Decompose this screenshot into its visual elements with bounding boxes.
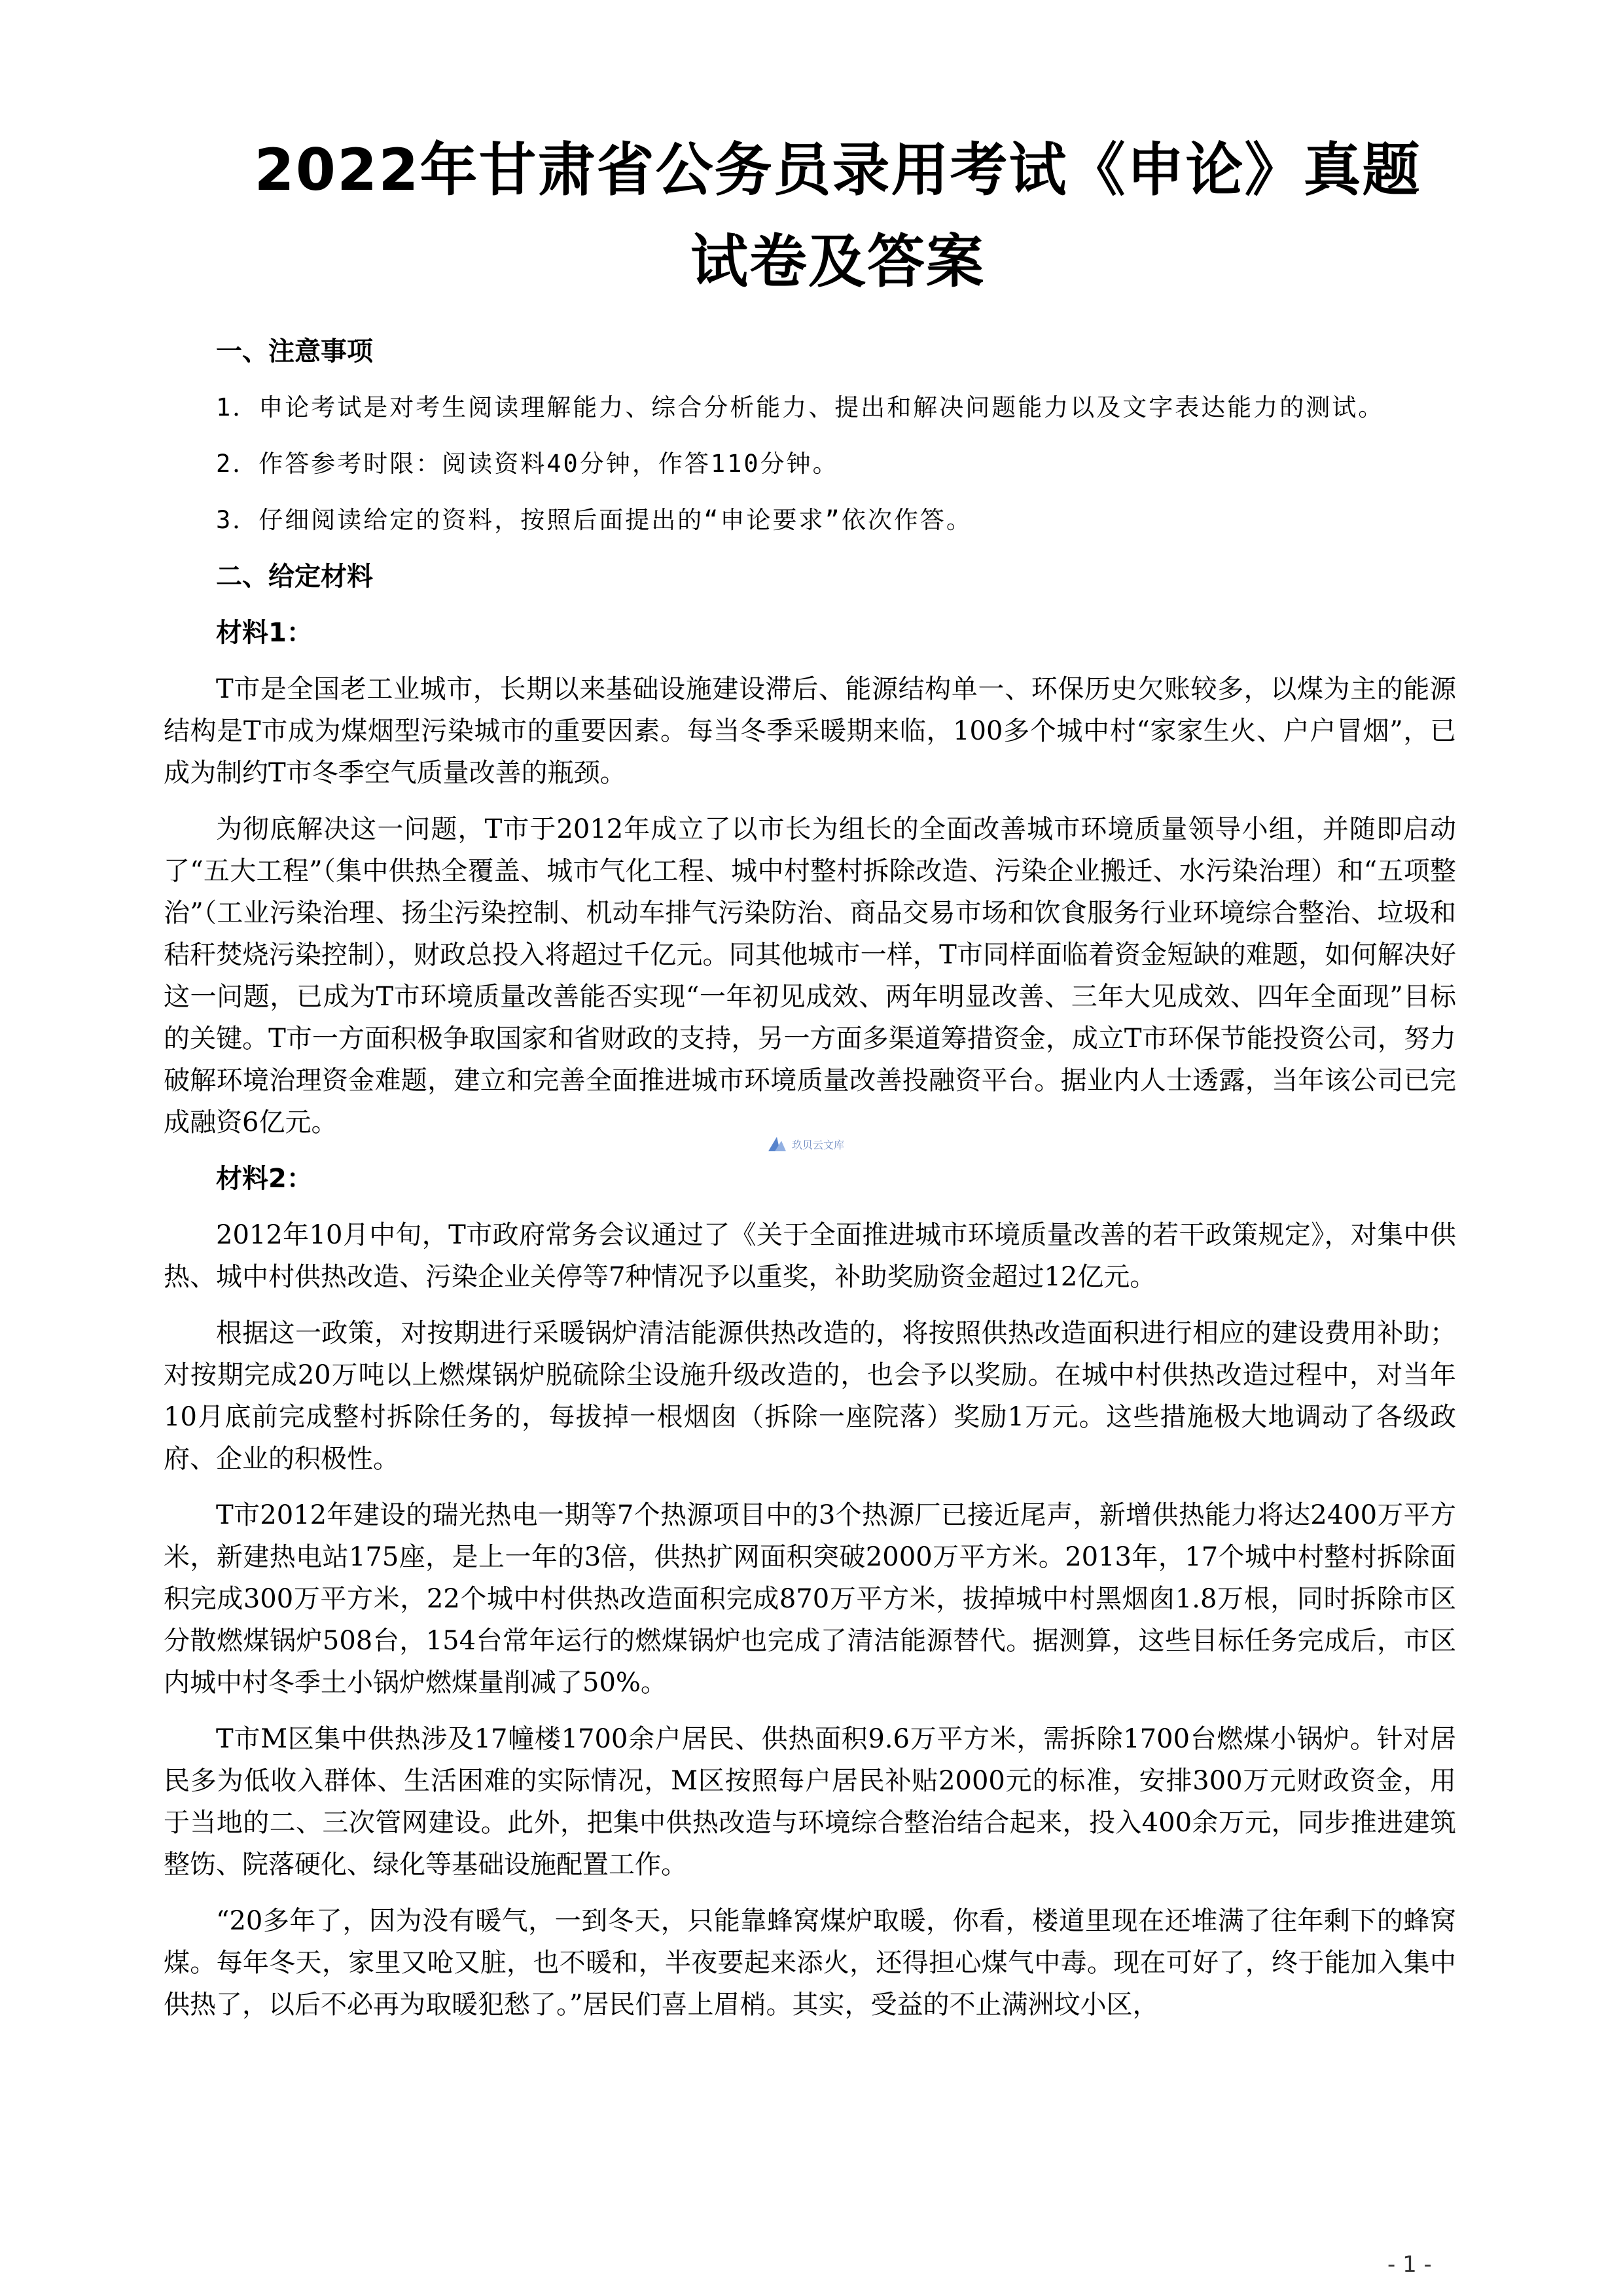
material2-paragraph: 根据这一政策，对按期进行采暖锅炉清洁能源供热改造的，将按照供热改造面积进行相应的建设费用补助；对按期完成20万吨以上燃煤锅炉脱硫除尘设施升级改造的，也会予以奖励。在城中村供热改造过程中，对当年10月底前完成整村拆除任务的，每拔掉一根烟囱（拆除一座院落）奖励1万元。这些措施极大地调动了各级政府、企业的积极性。 <box>164 1318 1456 1474</box>
watermark-logo <box>766 1131 864 1157</box>
material2-paragraph: T市M区集中供热涉及17幢楼1700余户居民、供热面积9.6万平方米，需拆除1700台燃煤小锅炉。针对居民多为低收入群体、生活困难的实际情况，M区按照每户居民补贴2000元的标准，安排300万元财政资金，用于当地的二、三次管网建设。此外，把集中供热改造与环境综合整治结合起来，投入400余万元，同步推进建筑整饬、院落硬化、绿化等基础设施配置工作。 <box>164 1724 1456 1880</box>
section-heading-materials: 二、给定材料 <box>216 562 373 592</box>
material2-paragraph: T市2012年建设的瑞光热电一期等7个热源项目中的3个热源厂已接近尾声，新增供热能力将达2400万平方米，新建热电站175座，是上一年的3倍，供热扩网面积突破2000万平方米。2013年，17个城中村整村拆除面积完成300万平方米，22个城中村供热改造面积完成870万平方米，拔掉城中村黑烟囱1.8万根，同时拆除市区分散燃煤锅炉508台，154台常年运行的燃煤锅炉也完成了清洁能源替代。据测算，这些目标任务完成后，市区内城中村冬季土小锅炉燃煤量削减了50%。 <box>164 1500 1456 1698</box>
section-heading-notes: 一、注意事项 <box>216 336 373 367</box>
material2-paragraph: 2012年10月中旬，T市政府常务会议通过了《关于全面推进城市环境质量改善的若干政策规定》，对集中供热、城中村供热改造、污染企业关停等7种情况予以重奖，补助奖励资金超过12亿元。 <box>164 1220 1456 1292</box>
material1-paragraph: 为彻底解决这一问题，T市于2012年成立了以市长为组长的全面改善城市环境质量领导小组，并随即启动了“五大工程”（集中供热全覆盖、城市气化工程、城中村整村拆除改造、污染企业搬迁、水污染治理）和“五项整治”（工业污染治理、扬尘污染控制、机动车排气污染防治、商品交易市场和饮食服务行业环境综合整治、垃圾和秸秆焚烧污染控制），财政总投入将超过千亿元。同其他城市一样，T市同样面临着资金短缺的难题，如何解决好这一问题，已成为T市环境质量改善能否实现“一年初见成效、两年明显改善、三年大见成效、四年全面现”目标的关键。T市一方面积极争取国家和省财政的支持，另一方面多渠道筹措资金，成立T市环保节能投资公司，努力破解环境治理资金难题，建立和完善全面推进城市环境质量改善投融资平台。据业内人士透露，当年该公司已完成融资6亿元。 <box>164 814 1456 1138</box>
material1-heading: 材料1： <box>216 618 313 648</box>
material2-paragraph: “20多年了，因为没有暖气，一到冬天，只能靠蜂窝煤炉取暖，你看，楼道里现在还堆满了往年剩下的蜂窝煤。每年冬天，家里又呛又脏，也不暖和，半夜要起来添火，还得担心煤气中毒。现在可好了，终于能加入集中供热了，以后不必再为取暖犯愁了。”居民们喜上眉梢。其实，受益的不止满洲坟小区， <box>164 1906 1456 2020</box>
watermark-icon <box>766 1134 788 1154</box>
material2-heading: 材料2： <box>216 1164 313 1194</box>
note-item: 3．仔细阅读给定的资料，按照后面提出的“申论要求”依次作答。 <box>216 506 972 534</box>
document-title-line2: 试卷及答案 <box>690 228 985 295</box>
material1-paragraph: T市是全国老工业城市，长期以来基础设施建设滞后、能源结构单一、环保历史欠账较多，以煤为主的能源结构是T市成为煤烟型污染城市的重要因素。每当冬季采暖期来临，100多个城中村“家家生火、户户冒烟”，已成为制约T市冬季空气质量改善的瓶颈。 <box>164 674 1456 788</box>
watermark-text: 玖贝云文库 <box>792 1138 845 1151</box>
note-item: 2．作答参考时限：阅读资料40分钟，作答110分钟。 <box>216 450 839 478</box>
page-number: - 1 - <box>1387 2251 1432 2278</box>
document-body <box>164 331 1456 2040</box>
note-item: 1．申论考试是对考生阅读理解能力、综合分析能力、提出和解决问题能力以及文字表达能力的测试。 <box>216 393 1385 422</box>
document-title-line1: 2022年甘肃省公务员录用考试《申论》真题 <box>254 136 1421 204</box>
